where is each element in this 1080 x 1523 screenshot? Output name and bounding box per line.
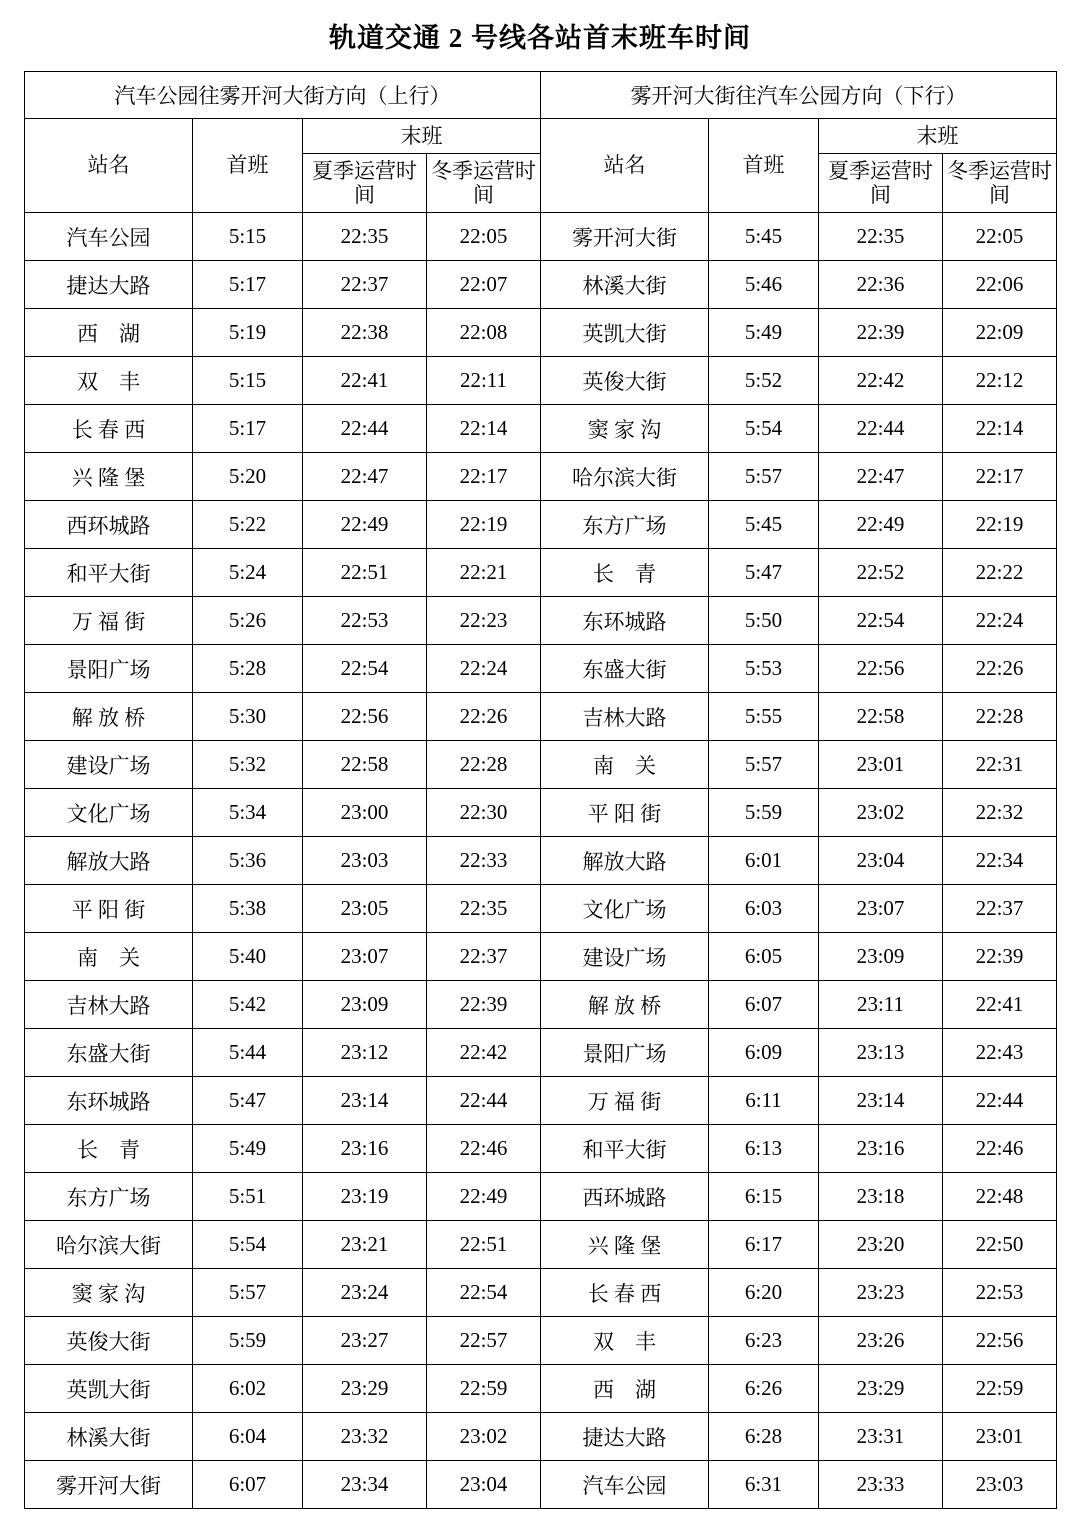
table-row	[25, 885, 1057, 933]
first-train-up: 5:54	[193, 1221, 303, 1269]
station-name-down: 捷达大路	[541, 1413, 709, 1461]
last-train-summer-up: 23:03	[303, 837, 427, 885]
last-train-winter-up: 22:44	[427, 1077, 541, 1125]
first-train-up: 5:15	[193, 213, 303, 261]
last-train-summer-up: 23:09	[303, 981, 427, 1029]
col-header-last-up: 末班	[303, 119, 541, 154]
last-train-winter-down: 22:39	[943, 933, 1057, 981]
last-train-summer-down: 22:58	[819, 693, 943, 741]
station-name-down: 解放大路	[541, 837, 709, 885]
station-name-down: 东环城路	[541, 597, 709, 645]
last-train-summer-up: 22:51	[303, 549, 427, 597]
last-train-winter-down: 22:17	[943, 453, 1057, 501]
first-train-up: 5:22	[193, 501, 303, 549]
last-train-winter-down: 22:50	[943, 1221, 1057, 1269]
last-train-summer-up: 22:44	[303, 405, 427, 453]
station-name-up: 长 青	[25, 1125, 193, 1173]
first-train-down: 5:52	[709, 357, 819, 405]
timetable	[24, 71, 1057, 1509]
last-train-winter-up: 22:35	[427, 885, 541, 933]
last-train-winter-down: 22:53	[943, 1269, 1057, 1317]
last-train-summer-up: 23:34	[303, 1461, 427, 1509]
first-train-down: 5:57	[709, 741, 819, 789]
last-train-summer-down: 23:29	[819, 1365, 943, 1413]
station-name-down: 景阳广场	[541, 1029, 709, 1077]
col-header-station-down: 站名	[541, 119, 709, 213]
last-train-winter-up: 23:04	[427, 1461, 541, 1509]
first-train-up: 5:47	[193, 1077, 303, 1125]
first-train-up: 5:26	[193, 597, 303, 645]
first-train-down: 6:26	[709, 1365, 819, 1413]
last-train-summer-down: 22:44	[819, 405, 943, 453]
table-row	[25, 1365, 1057, 1413]
last-train-winter-up: 22:57	[427, 1317, 541, 1365]
col-header-summer-down: 夏季运营时间	[819, 154, 943, 213]
station-name-down: 英凯大街	[541, 309, 709, 357]
station-name-down: 吉林大路	[541, 693, 709, 741]
last-train-winter-down: 22:14	[943, 405, 1057, 453]
col-header-last-down: 末班	[819, 119, 1057, 154]
last-train-summer-up: 23:29	[303, 1365, 427, 1413]
last-train-winter-up: 22:39	[427, 981, 541, 1029]
last-train-winter-up: 22:30	[427, 789, 541, 837]
direction-heading-down: 雾开河大街往汽车公园方向（下行）	[541, 72, 1057, 119]
station-name-up: 窦 家 沟	[25, 1269, 193, 1317]
last-train-winter-down: 22:12	[943, 357, 1057, 405]
station-name-up: 长 春 西	[25, 405, 193, 453]
first-train-down: 5:46	[709, 261, 819, 309]
direction-heading-up: 汽车公园往雾开河大街方向（上行）	[25, 72, 541, 119]
first-train-down: 6:07	[709, 981, 819, 1029]
first-train-up: 5:49	[193, 1125, 303, 1173]
table-row	[25, 1461, 1057, 1509]
station-name-up: 雾开河大街	[25, 1461, 193, 1509]
last-train-summer-up: 22:37	[303, 261, 427, 309]
last-train-winter-down: 22:22	[943, 549, 1057, 597]
station-name-down: 解 放 桥	[541, 981, 709, 1029]
table-row	[25, 549, 1057, 597]
last-train-summer-down: 23:11	[819, 981, 943, 1029]
first-train-down: 5:50	[709, 597, 819, 645]
last-train-winter-up: 22:26	[427, 693, 541, 741]
table-row	[25, 453, 1057, 501]
table-row	[25, 1029, 1057, 1077]
table-row	[25, 693, 1057, 741]
last-train-winter-down: 22:34	[943, 837, 1057, 885]
station-name-up: 哈尔滨大街	[25, 1221, 193, 1269]
last-train-winter-down: 22:59	[943, 1365, 1057, 1413]
table-row	[25, 1125, 1057, 1173]
last-train-winter-up: 22:14	[427, 405, 541, 453]
first-train-up: 5:17	[193, 261, 303, 309]
station-name-up: 文化广场	[25, 789, 193, 837]
last-train-winter-down: 22:48	[943, 1173, 1057, 1221]
station-name-up: 东盛大街	[25, 1029, 193, 1077]
first-train-down: 5:55	[709, 693, 819, 741]
station-name-up: 解 放 桥	[25, 693, 193, 741]
station-name-down: 西 湖	[541, 1365, 709, 1413]
last-train-summer-down: 23:16	[819, 1125, 943, 1173]
col-header-summer-up: 夏季运营时间	[303, 154, 427, 213]
last-train-winter-down: 22:06	[943, 261, 1057, 309]
station-name-up: 双 丰	[25, 357, 193, 405]
last-train-summer-down: 22:36	[819, 261, 943, 309]
last-train-summer-up: 23:07	[303, 933, 427, 981]
last-train-summer-down: 22:56	[819, 645, 943, 693]
first-train-down: 6:17	[709, 1221, 819, 1269]
last-train-winter-down: 23:01	[943, 1413, 1057, 1461]
first-train-down: 5:47	[709, 549, 819, 597]
last-train-winter-down: 22:43	[943, 1029, 1057, 1077]
station-name-up: 建设广场	[25, 741, 193, 789]
table-row	[25, 933, 1057, 981]
first-train-up: 6:02	[193, 1365, 303, 1413]
station-name-down: 文化广场	[541, 885, 709, 933]
last-train-summer-down: 23:26	[819, 1317, 943, 1365]
last-train-winter-down: 22:44	[943, 1077, 1057, 1125]
last-train-winter-up: 23:02	[427, 1413, 541, 1461]
last-train-winter-up: 22:42	[427, 1029, 541, 1077]
first-train-up: 5:28	[193, 645, 303, 693]
last-train-summer-up: 23:14	[303, 1077, 427, 1125]
last-train-winter-down: 23:03	[943, 1461, 1057, 1509]
last-train-summer-down: 23:09	[819, 933, 943, 981]
station-name-down: 南 关	[541, 741, 709, 789]
first-train-up: 5:32	[193, 741, 303, 789]
first-train-down: 5:45	[709, 213, 819, 261]
first-train-down: 6:01	[709, 837, 819, 885]
first-train-up: 5:59	[193, 1317, 303, 1365]
station-name-up: 东方广场	[25, 1173, 193, 1221]
station-name-down: 汽车公园	[541, 1461, 709, 1509]
table-row	[25, 1269, 1057, 1317]
first-train-up: 5:38	[193, 885, 303, 933]
first-train-down: 6:13	[709, 1125, 819, 1173]
last-train-summer-down: 23:07	[819, 885, 943, 933]
page-title: 轨道交通 2 号线各站首末班车时间	[329, 23, 751, 53]
last-train-summer-up: 22:47	[303, 453, 427, 501]
first-train-down: 5:57	[709, 453, 819, 501]
first-train-up: 5:44	[193, 1029, 303, 1077]
station-name-down: 林溪大街	[541, 261, 709, 309]
table-row	[25, 405, 1057, 453]
first-train-up: 5:51	[193, 1173, 303, 1221]
last-train-winter-up: 22:49	[427, 1173, 541, 1221]
col-header-first-up: 首班	[193, 119, 303, 213]
last-train-summer-up: 22:56	[303, 693, 427, 741]
last-train-summer-down: 22:35	[819, 213, 943, 261]
last-train-summer-down: 23:13	[819, 1029, 943, 1077]
last-train-winter-up: 22:21	[427, 549, 541, 597]
station-name-up: 林溪大街	[25, 1413, 193, 1461]
col-header-winter-down: 冬季运营时间	[943, 154, 1057, 213]
last-train-summer-up: 23:24	[303, 1269, 427, 1317]
last-train-summer-up: 22:38	[303, 309, 427, 357]
table-row	[25, 1413, 1057, 1461]
first-train-up: 5:24	[193, 549, 303, 597]
last-train-winter-up: 22:19	[427, 501, 541, 549]
last-train-summer-down: 22:42	[819, 357, 943, 405]
station-name-down: 东方广场	[541, 501, 709, 549]
first-train-up: 5:40	[193, 933, 303, 981]
last-train-summer-down: 23:04	[819, 837, 943, 885]
first-train-down: 6:15	[709, 1173, 819, 1221]
last-train-winter-down: 22:24	[943, 597, 1057, 645]
station-name-down: 西环城路	[541, 1173, 709, 1221]
first-train-up: 5:20	[193, 453, 303, 501]
last-train-winter-down: 22:56	[943, 1317, 1057, 1365]
station-name-up: 英俊大街	[25, 1317, 193, 1365]
first-train-up: 5:17	[193, 405, 303, 453]
table-row	[25, 1317, 1057, 1365]
last-train-summer-down: 23:14	[819, 1077, 943, 1125]
station-name-up: 和平大街	[25, 549, 193, 597]
last-train-winter-up: 22:54	[427, 1269, 541, 1317]
station-name-up: 景阳广场	[25, 645, 193, 693]
last-train-summer-down: 22:52	[819, 549, 943, 597]
table-row	[25, 981, 1057, 1029]
col-header-winter-up: 冬季运营时间	[427, 154, 541, 213]
last-train-winter-up: 22:33	[427, 837, 541, 885]
table-row	[25, 1077, 1057, 1125]
first-train-up: 5:15	[193, 357, 303, 405]
last-train-winter-down: 22:46	[943, 1125, 1057, 1173]
last-train-winter-down: 22:26	[943, 645, 1057, 693]
first-train-down: 5:49	[709, 309, 819, 357]
last-train-summer-up: 22:58	[303, 741, 427, 789]
last-train-winter-up: 22:28	[427, 741, 541, 789]
first-train-down: 6:09	[709, 1029, 819, 1077]
last-train-winter-up: 22:08	[427, 309, 541, 357]
station-name-down: 长 青	[541, 549, 709, 597]
last-train-winter-down: 22:37	[943, 885, 1057, 933]
first-train-down: 6:31	[709, 1461, 819, 1509]
last-train-summer-up: 23:27	[303, 1317, 427, 1365]
first-train-up: 5:57	[193, 1269, 303, 1317]
last-train-summer-down: 22:39	[819, 309, 943, 357]
last-train-summer-down: 23:01	[819, 741, 943, 789]
last-train-winter-up: 22:17	[427, 453, 541, 501]
last-train-summer-up: 23:12	[303, 1029, 427, 1077]
header-row-1	[25, 119, 1057, 154]
last-train-summer-up: 23:05	[303, 885, 427, 933]
station-name-up: 南 关	[25, 933, 193, 981]
first-train-up: 5:30	[193, 693, 303, 741]
station-name-down: 建设广场	[541, 933, 709, 981]
last-train-summer-down: 23:02	[819, 789, 943, 837]
last-train-winter-up: 22:37	[427, 933, 541, 981]
last-train-winter-down: 22:09	[943, 309, 1057, 357]
station-name-down: 长 春 西	[541, 1269, 709, 1317]
first-train-down: 6:20	[709, 1269, 819, 1317]
last-train-summer-up: 23:16	[303, 1125, 427, 1173]
last-train-summer-up: 22:49	[303, 501, 427, 549]
last-train-summer-up: 22:35	[303, 213, 427, 261]
last-train-winter-down: 22:28	[943, 693, 1057, 741]
station-name-down: 窦 家 沟	[541, 405, 709, 453]
station-name-down: 和平大街	[541, 1125, 709, 1173]
first-train-down: 6:03	[709, 885, 819, 933]
first-train-down: 5:53	[709, 645, 819, 693]
first-train-down: 5:54	[709, 405, 819, 453]
table-row	[25, 1173, 1057, 1221]
last-train-summer-up: 23:19	[303, 1173, 427, 1221]
last-train-winter-up: 22:24	[427, 645, 541, 693]
last-train-summer-down: 23:23	[819, 1269, 943, 1317]
last-train-winter-down: 22:32	[943, 789, 1057, 837]
last-train-winter-up: 22:11	[427, 357, 541, 405]
station-name-up: 西环城路	[25, 501, 193, 549]
last-train-winter-down: 22:31	[943, 741, 1057, 789]
last-train-summer-down: 22:47	[819, 453, 943, 501]
station-name-up: 吉林大路	[25, 981, 193, 1029]
station-name-down: 万 福 街	[541, 1077, 709, 1125]
last-train-winter-up: 22:23	[427, 597, 541, 645]
col-header-first-down: 首班	[709, 119, 819, 213]
first-train-down: 5:59	[709, 789, 819, 837]
table-row	[25, 213, 1057, 261]
station-name-up: 汽车公园	[25, 213, 193, 261]
last-train-summer-up: 22:54	[303, 645, 427, 693]
station-name-down: 雾开河大街	[541, 213, 709, 261]
last-train-winter-up: 22:07	[427, 261, 541, 309]
station-name-down: 英俊大街	[541, 357, 709, 405]
last-train-winter-up: 22:51	[427, 1221, 541, 1269]
table-row	[25, 261, 1057, 309]
station-name-down: 双 丰	[541, 1317, 709, 1365]
last-train-summer-down: 23:18	[819, 1173, 943, 1221]
first-train-down: 5:45	[709, 501, 819, 549]
table-row	[25, 645, 1057, 693]
table-row	[25, 501, 1057, 549]
last-train-winter-down: 22:19	[943, 501, 1057, 549]
first-train-down: 6:28	[709, 1413, 819, 1461]
last-train-summer-up: 23:00	[303, 789, 427, 837]
table-row	[25, 789, 1057, 837]
last-train-summer-down: 23:31	[819, 1413, 943, 1461]
first-train-down: 6:05	[709, 933, 819, 981]
last-train-summer-down: 22:49	[819, 501, 943, 549]
last-train-winter-up: 22:46	[427, 1125, 541, 1173]
station-name-up: 兴 隆 堡	[25, 453, 193, 501]
station-name-up: 英凯大街	[25, 1365, 193, 1413]
last-train-winter-down: 22:05	[943, 213, 1057, 261]
last-train-summer-up: 22:53	[303, 597, 427, 645]
timetable-body	[25, 72, 1057, 1509]
last-train-winter-up: 22:05	[427, 213, 541, 261]
table-row	[25, 741, 1057, 789]
last-train-summer-down: 23:20	[819, 1221, 943, 1269]
table-row	[25, 1221, 1057, 1269]
last-train-summer-up: 23:21	[303, 1221, 427, 1269]
first-train-up: 6:04	[193, 1413, 303, 1461]
station-name-down: 东盛大街	[541, 645, 709, 693]
table-row	[25, 597, 1057, 645]
table-row	[25, 837, 1057, 885]
station-name-up: 平 阳 街	[25, 885, 193, 933]
station-name-up: 东环城路	[25, 1077, 193, 1125]
station-name-down: 兴 隆 堡	[541, 1221, 709, 1269]
last-train-summer-down: 22:54	[819, 597, 943, 645]
first-train-up: 6:07	[193, 1461, 303, 1509]
last-train-winter-down: 22:41	[943, 981, 1057, 1029]
first-train-up: 5:42	[193, 981, 303, 1029]
station-name-up: 西 湖	[25, 309, 193, 357]
last-train-summer-up: 22:41	[303, 357, 427, 405]
last-train-winter-up: 22:59	[427, 1365, 541, 1413]
station-name-up: 捷达大路	[25, 261, 193, 309]
station-name-down: 平 阳 街	[541, 789, 709, 837]
station-name-down: 哈尔滨大街	[541, 453, 709, 501]
direction-heading-row	[25, 72, 1057, 119]
first-train-down: 6:23	[709, 1317, 819, 1365]
first-train-up: 5:34	[193, 789, 303, 837]
last-train-summer-down: 23:33	[819, 1461, 943, 1509]
col-header-station-up: 站名	[25, 119, 193, 213]
table-row	[25, 357, 1057, 405]
first-train-up: 5:19	[193, 309, 303, 357]
station-name-up: 解放大路	[25, 837, 193, 885]
table-row	[25, 309, 1057, 357]
first-train-up: 5:36	[193, 837, 303, 885]
first-train-down: 6:11	[709, 1077, 819, 1125]
last-train-summer-up: 23:32	[303, 1413, 427, 1461]
station-name-up: 万 福 街	[25, 597, 193, 645]
